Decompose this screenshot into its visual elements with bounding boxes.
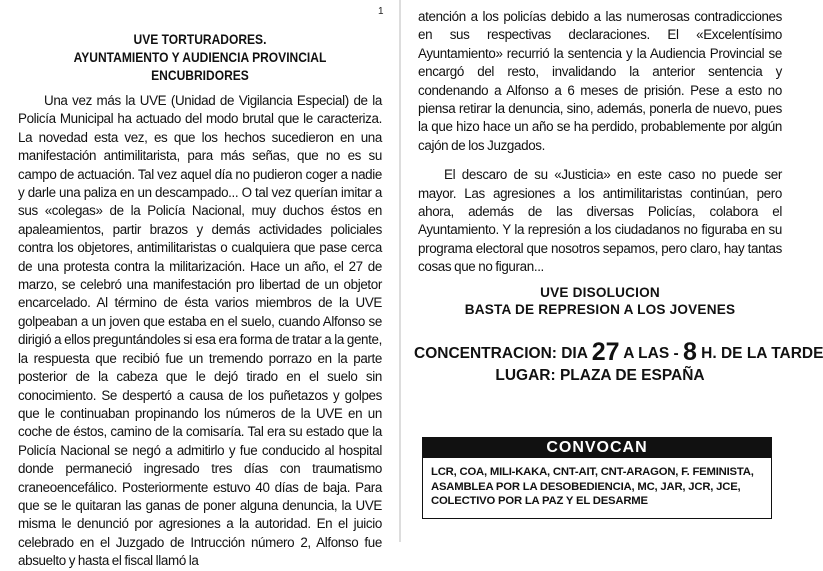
right-page [400,0,823,542]
right-body-paragraph-1: atención a los policías debido a las numerosas contradicciones en sus respectivas declaraciones. El «Excelentísimo Ayuntamiento» recurrió la sentencia y la Audiencia Provincial se encargó del resto, invalidando la anterior sentencia y condenando a Alfonso a 6 meses de prisión. Pese a esto no piensa retirar la denuncia, sino, además, ponerla de nuevo, pues la que hizo hace un año se ha perdido, probablemente por algún cajón de los Juzgados. [418,9,782,153]
left-page [0,0,400,569]
concentration-announcement [414,338,823,366]
left-body-paragraph: Una vez más la UVE (Unidad de Vigilancia Especial) de la Policía Municipal ha actuado del modo brutal que le caracteriza. La novedad esta vez, es que los hechos sucedieron en una manifestación antimilitarista, para más señas, que no es su campo de actuación. Tal vez aquel día no pudieron coger a nadie y darle una paliza en un descampado... O tal vez querían imitar a sus «colegas» de la Policía Nacional, muy duchos éstos en apaleamientos, partir brazos y demás actividades policiales contra los objetores, antimilitaristas o cualquiera que pase cerca de una protesta contra la militarización. Hace un año, el 27 de marzo, se celebró una manifestación pro libertad de un objetor encarcelado. Al término de ésta varios miembros de la UVE golpeaban a un joven que estaba en el suelo, cuando Alfonso se dirigió a ellos preguntándoles si esa era forma de tratar a la gente, la respuesta que recibió fue un tremendo porrazo en la parte posterior de la cabeza que le dejó tirado en el suelo sin conocimiento. Se despertó a causa de los puñetazos y golpes que le continuaban propinando los números de la UVE en un coche de éstos, camino de la comisaría. Tal era su estado que la Policía Nacional se negó a admitirlo y fue conducido al hospital donde permaneció ingresado tres días con traumatismo craneoencefálico. Posteriormente estuvo 40 días de baja. Para que se le quitaran las ganas de poner alguna denuncia, la UVE misma le denunció por agresiones a la autoridad. En el juicio celebrado en el Juzgado de Intrucción número 2, Alfonso fue absuelto y hasta el fiscal llamó la [18,93,382,569]
convocan-list: LCR, COA, MILI-KAKA, CNT-AIT, CNT-ARAGON, F. FEMINISTA, ASAMBLEA POR LA DESOBEDIENCIA, MC, JAR, JCR, JCE, COLECTIVO POR LA PAZ Y EL DESARME [431,466,754,507]
slogans [418,284,782,318]
concentration-suffix: H. DE LA TARDE [701,345,823,362]
slogan-uve-disolucion: UVE DISOLUCION [540,285,660,300]
slogan-basta-represion: BASTA DE REPRESION A LOS JOVENES [464,302,736,317]
right-body-paragraph-2: El descaro de su «Justicia» en este caso no puede ser mayor. Las agresiones a los antimilitaristas continúan, pero ahora, además de las diversas Policías, colabora el Ayuntamiento. Y la represión a los ciudadanos no figuraba en su programa electoral que nosotros sepamos, pero claro, hay tantas cosas que no figuran... [418,167,782,275]
convocan-title: CONVOCAN [423,438,771,458]
concentration-mid: A LAS - [623,345,679,362]
article-title-line-2: AYUNTAMIENTO Y AUDIENCIA PROVINCIAL ENCUBRIDORES [73,49,327,83]
concentration-day: 27 [591,338,620,366]
page-number: 1 [378,6,384,17]
concentration-prefix: CONCENTRACION: DIA [414,345,588,362]
concentration-location: LUGAR: PLAZA DE ESPAÑA [495,367,705,384]
article-title-line-1: UVE TORTURADORES. [133,31,267,47]
concentration-hour: 8 [682,338,697,366]
convocan-box [422,437,772,519]
